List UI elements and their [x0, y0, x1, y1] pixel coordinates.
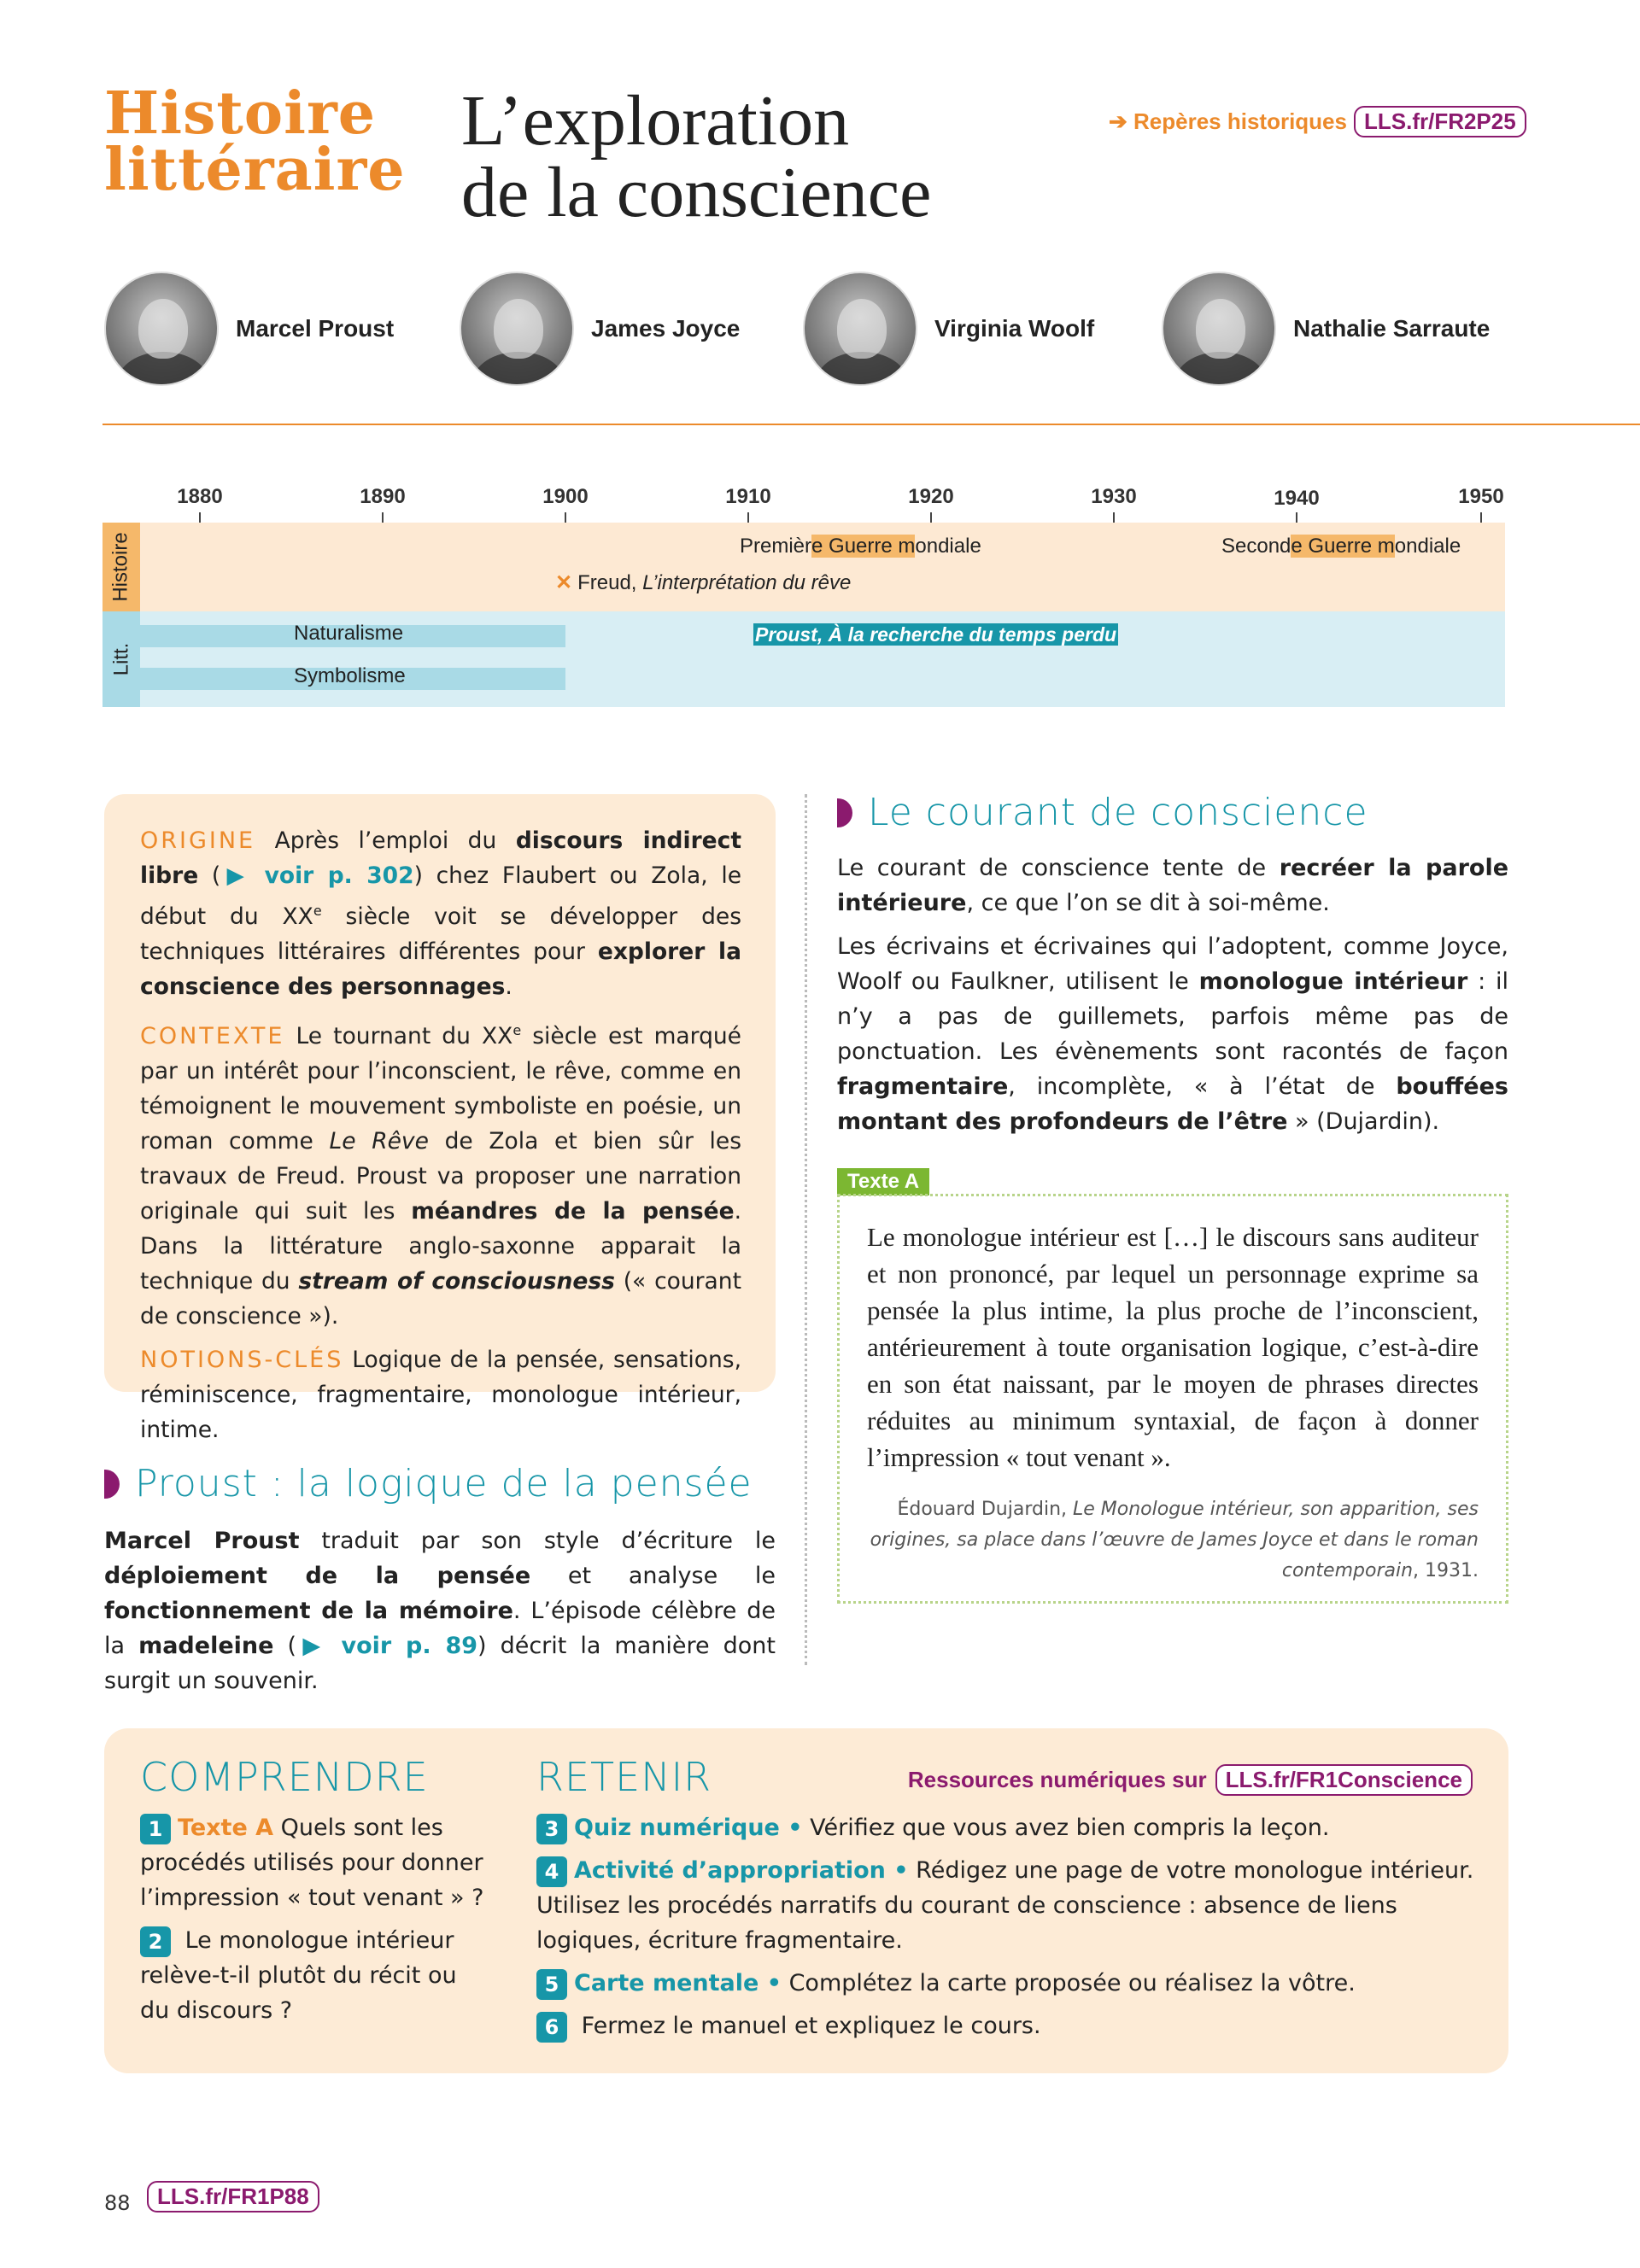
- proust-paragraph: Marcel Proust traduit par son style d’écriture le déploiement de la pensée et analyse le fonctionnement de la mémoire. L’épisode célèbre de la madeleine (▶ voir p. 89) décrit la manière dont surgit un souvenir.: [104, 1528, 776, 1694]
- author-sarraute: [1162, 272, 1490, 386]
- author-joyce: [460, 272, 740, 386]
- reperes-link[interactable]: LLS.fr/FR2P25: [1354, 106, 1526, 137]
- event-freud: ✕ Freud, L’interprétation du rêve: [555, 571, 852, 594]
- carte-mentale-link[interactable]: Carte mentale •: [574, 1970, 782, 1996]
- timeline-tick: 1890: [360, 485, 406, 508]
- origine-label: ORIGINE: [140, 827, 256, 854]
- footer-link[interactable]: LLS.fr/FR1P88: [147, 2181, 319, 2212]
- timeline-tick-mark: [1113, 512, 1115, 523]
- timeline-tick: 1950: [1458, 485, 1504, 508]
- page-title: [461, 81, 932, 232]
- timeline-row-label-litt: Litt.: [102, 611, 140, 707]
- timeline-tick: 1910: [725, 485, 771, 508]
- timeline-tick-mark: [382, 512, 384, 523]
- timeline-tick: 1900: [542, 485, 589, 508]
- comprendre-heading: COMPRENDRE: [140, 1754, 429, 1800]
- author-name: Virginia Woolf: [934, 315, 1095, 342]
- task-5: 5 Carte mentale • Complétez la carte proposée ou réalisez la vôtre.: [536, 1966, 1476, 2001]
- timeline: [102, 485, 1505, 707]
- author-name: Nathalie Sarraute: [1293, 315, 1491, 342]
- period-label-naturalisme: Naturalisme: [294, 622, 404, 645]
- author-portrait: [104, 272, 219, 386]
- timeline-tick-mark: [199, 512, 201, 523]
- timeline-tick: 1920: [908, 485, 954, 508]
- header-divider: [102, 424, 1640, 425]
- question-2: 2 Le monologue intérieur relève-t-il plutôt du récit ou du discours ?: [140, 1927, 457, 2024]
- courant-body: [837, 850, 1508, 1148]
- origine-paragraph: ORIGINE Après l’emploi du discours indirect libre (▶ voir p. 302) chez Flaubert ou Zola, le début du XXe siècle voit se développer des techniques littéraires différentes pour explorer la conscience des personnages.: [140, 827, 742, 1000]
- quiz-link[interactable]: Quiz numérique •: [574, 1815, 803, 1841]
- ressources-numeriques: Ressources numériques sur LLS.fr/FR1Conscience: [908, 1764, 1473, 1796]
- timeline-tick: 1880: [177, 485, 223, 508]
- timeline-tick-mark: [565, 512, 566, 523]
- section-title-line2: littéraire: [104, 136, 406, 204]
- task-6: 6 Fermez le manuel et expliquez le cours.: [536, 2008, 1476, 2043]
- quote-source: Édouard Dujardin, Le Monologue intérieur, son apparition, ses origines, sa place dans l’œuvre de James Joyce et dans le roman contemporain, 1931.: [870, 1499, 1479, 1581]
- event-ww2: Seconde Guerre mondiale: [1221, 535, 1461, 558]
- proust-heading: Proust : la logique de la pensée: [104, 1462, 753, 1505]
- work-bar-proust: Proust, À la recherche du temps perdu: [755, 623, 1117, 646]
- task-number: 4: [536, 1856, 567, 1887]
- quote-text: Le monologue intérieur est […] le discours sans auditeur et non prononcé, par lequel un personnage exprime sa pensée la plus intime, la plus proche de l’inconscient, antérieurement à toute organisation logique, c’est-à-dire en son état naissant, par le moyen de phrases directes réduites au minimum syntaxial, de façon à donner l’impression « tout venant ».: [867, 1222, 1479, 1472]
- contexte-paragraph: CONTEXTE Le tournant du XXe siècle est marqué par un intérêt pour l’inconscient, le rêve, comme en témoignent le mouvement symboliste en poésie, un roman comme Le Rêve de Zola et bien sûr les travaux de Freud. Proust va proposer une narration originale qui suit les méandres de la pensée. Dans la littérature anglo-saxonne apparait la technique du stream of consciousness (« courant de conscience »).: [140, 1021, 742, 1330]
- half-disc-icon: [104, 1470, 120, 1499]
- author-portrait: [1162, 272, 1276, 386]
- question-1: 1 Texte A Quels sont les procédés utilisés pour donner l’impression « tout venant » ?: [140, 1815, 484, 1911]
- page-number: 88: [104, 2191, 131, 2215]
- column-divider: [805, 794, 807, 1665]
- courant-heading: Le courant de conscience: [837, 791, 1368, 834]
- notions-paragraph: NOTIONS-CLÉS Logique de la pensée, sensations, réminiscence, fragmentaire, monologue intérieur, intime.: [140, 1346, 741, 1443]
- section-title: [104, 79, 406, 204]
- page-title-line1: L’exploration: [461, 81, 850, 161]
- context-box: [104, 794, 776, 1443]
- link-voir-p302[interactable]: ▶ voir p. 302: [220, 862, 414, 889]
- timeline-tick-mark: [930, 512, 932, 523]
- author-woolf: [803, 272, 1094, 386]
- reperes-label: ➔ Repères historiques: [1109, 108, 1347, 134]
- exercises-box: [104, 1728, 1508, 2073]
- timeline-row-label-histoire: Histoire: [102, 523, 140, 611]
- section-title-line1: Histoire: [104, 79, 377, 148]
- task-number: 6: [536, 2012, 567, 2043]
- task-3: 3 Quiz numérique • Vérifiez que vous avez bien compris la leçon.: [536, 1810, 1476, 1845]
- task-number: 3: [536, 1814, 567, 1844]
- link-voir-p89[interactable]: ▶ voir p. 89: [296, 1633, 478, 1659]
- timeline-tick-mark: [1480, 512, 1482, 523]
- timeline-tick-mark: [747, 512, 749, 523]
- quote-box: [837, 1194, 1508, 1604]
- timeline-tick: 1930: [1091, 485, 1137, 508]
- contexte-label: CONTEXTE: [140, 1022, 285, 1049]
- author-portrait: [460, 272, 574, 386]
- notions-label: NOTIONS-CLÉS: [140, 1346, 344, 1373]
- courant-paragraph-1: Le courant de conscience tente de recréer la parole intérieure, ce que l’on se dit à soi-même.: [837, 855, 1509, 916]
- question-number: 2: [140, 1926, 171, 1957]
- event-ww1: Première Guerre mondiale: [740, 535, 981, 558]
- page-title-line2: de la conscience: [461, 153, 932, 232]
- half-disc-icon: [837, 798, 852, 827]
- activite-link[interactable]: Activité d’appropriation •: [574, 1857, 909, 1884]
- author-name: James Joyce: [591, 315, 741, 342]
- cross-icon: ✕: [555, 571, 573, 594]
- texte-a-tag: Texte A: [837, 1168, 929, 1195]
- author-proust: [104, 272, 394, 386]
- task-4: 4 Activité d’appropriation • Rédigez une page de votre monologue intérieur. Utilisez les procédés narratifs du courant de conscience : absence de liens logiques, écriture fragmentaire.: [536, 1857, 1474, 1954]
- courant-paragraph-2: Les écrivains et écrivaines qui l’adoptent, comme Joyce, Woolf ou Faulkner, utilisent le monologue intérieur : il n’y a pas de guillemets, parfois même pas de ponctuation. Les évènements sont racontés de façon fragmentaire, incomplète, « à l’état de bouffées montant des profondeurs de l’être » (Dujardin).: [837, 933, 1509, 1135]
- reperes-historiques: [1109, 106, 1526, 137]
- author-portrait: [803, 272, 917, 386]
- author-name: Marcel Proust: [236, 315, 395, 342]
- retenir-heading: RETENIR: [536, 1754, 712, 1800]
- question-number: 1: [140, 1814, 171, 1844]
- timeline-tick: 1940: [1274, 487, 1320, 510]
- timeline-tick-mark: [1296, 512, 1297, 523]
- task-number: 5: [536, 1969, 567, 2000]
- period-label-symbolisme: Symbolisme: [294, 664, 406, 687]
- ressources-link[interactable]: LLS.fr/FR1Conscience: [1215, 1764, 1473, 1796]
